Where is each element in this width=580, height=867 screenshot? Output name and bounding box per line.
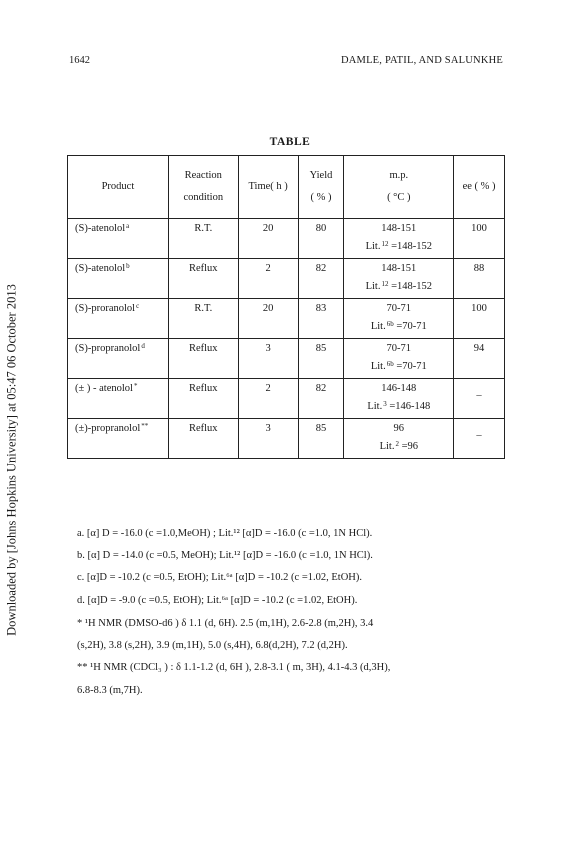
ee-cell: 88 bbox=[454, 259, 505, 299]
time-cell: 20 bbox=[238, 299, 298, 339]
yield-cell: 80 bbox=[298, 219, 344, 259]
table-row bbox=[68, 299, 505, 339]
condition-cell: R.T. bbox=[168, 299, 238, 339]
column-header: Yield ( % ) bbox=[298, 156, 344, 219]
product-cell: (S)-atenolol$^b$ bbox=[68, 259, 169, 299]
column-header: Product bbox=[68, 156, 169, 219]
yield-cell: 85 bbox=[298, 419, 344, 459]
yield-cell: 85 bbox=[298, 339, 344, 379]
time-cell: 3 bbox=[238, 339, 298, 379]
download-watermark bbox=[2, 240, 22, 680]
column-header: ee ( % ) bbox=[454, 156, 505, 219]
table-header-row bbox=[68, 156, 505, 219]
product-cell: (±)-propranolol** bbox=[68, 419, 169, 459]
ee-cell: – bbox=[454, 379, 505, 419]
mp-cell: 146-148 Lit.$^3$ =146-148 bbox=[344, 379, 454, 419]
footnote-line: ** ¹H NMR (CDCl₃ ) : δ 1.1-1.2 (d, 6H ), 2.8-3.1 ( m, 3H), 4.1-4.3 (d,3H), bbox=[77, 662, 391, 673]
column-header: Reaction condition bbox=[168, 156, 238, 219]
time-cell: 20 bbox=[238, 219, 298, 259]
ee-cell: – bbox=[454, 419, 505, 459]
ee-cell: 100 bbox=[454, 219, 505, 259]
footnote-line: b. [α] D = -14.0 (c =0.5, MeOH); Lit.¹² [α]D = -16.0 (c =1.0, 1N HCl). bbox=[77, 550, 373, 561]
table-row bbox=[68, 219, 505, 259]
download-watermark-text: Downloaded by [Johns Hopkins University] at 05:47 06 October 2013 bbox=[4, 284, 19, 636]
yield-cell: 82 bbox=[298, 259, 344, 299]
product-cell: (S)-propranolol$^d$ bbox=[68, 339, 169, 379]
ee-cell: 94 bbox=[454, 339, 505, 379]
ee-cell: 100 bbox=[454, 299, 505, 339]
product-cell: (S)-atenolol$^a$ bbox=[68, 219, 169, 259]
time-cell: 2 bbox=[238, 259, 298, 299]
condition-cell: Reflux bbox=[168, 339, 238, 379]
mp-cell: 148-151 Lit.$^{12}$ =148-152 bbox=[344, 259, 454, 299]
condition-cell: Reflux bbox=[168, 419, 238, 459]
table-row bbox=[68, 339, 505, 379]
condition-cell: Reflux bbox=[168, 379, 238, 419]
mp-cell: 96 Lit.$^2$ =96 bbox=[344, 419, 454, 459]
footnote-line: c. [α]D = -10.2 (c =0.5, EtOH); Lit.⁶ᵃ [α]D = -10.2 (c =1.02, EtOH). bbox=[77, 572, 362, 583]
footnote-line: * ¹H NMR (DMSO-d6 ) δ 1.1 (d, 6H). 2.5 (m,1H), 2.6-2.8 (m,2H), 3.4 bbox=[77, 618, 374, 629]
page-number: 1642 bbox=[69, 55, 90, 66]
condition-cell: Reflux bbox=[168, 259, 238, 299]
table-row bbox=[68, 379, 505, 419]
table-title: TABLE bbox=[269, 136, 311, 148]
footnote-line: 6.8-8.3 (m,7H). bbox=[77, 685, 143, 696]
column-header: m.p. ( °C ) bbox=[344, 156, 454, 219]
results-table bbox=[67, 155, 505, 459]
condition-cell: R.T. bbox=[168, 219, 238, 259]
column-header: Time( h ) bbox=[238, 156, 298, 219]
yield-cell: 83 bbox=[298, 299, 344, 339]
product-cell: (± ) - atenolol* bbox=[68, 379, 169, 419]
mp-cell: 70-71 Lit.$^{6b}$ =70-71 bbox=[344, 339, 454, 379]
mp-cell: 70-71 Lit.$^{6b}$ =70-71 bbox=[344, 299, 454, 339]
footnote-line: d. [α]D = -9.0 (c =0.5, EtOH); Lit.⁶ᵃ [α]D = -10.2 (c =1.02, EtOH). bbox=[77, 595, 358, 606]
table-row bbox=[68, 419, 505, 459]
time-cell: 3 bbox=[238, 419, 298, 459]
footnote-line: (s,2H), 3.8 (s,2H), 3.9 (m,1H), 5.0 (s,4H), 6.8(d,2H), 7.2 (d,2H). bbox=[77, 640, 348, 651]
yield-cell: 82 bbox=[298, 379, 344, 419]
running-head: DAMLE, PATIL, AND SALUNKHE bbox=[340, 55, 503, 66]
table-row bbox=[68, 259, 505, 299]
product-cell: (S)-proranolol$^c$ bbox=[68, 299, 169, 339]
footnote-line: a. [α] D = -16.0 (c =1.0,MeOH) ; Lit.¹² [α]D = -16.0 (c =1.0, 1N HCl). bbox=[77, 528, 373, 539]
mp-cell: 148-151 Lit.$^{12}$ =148-152 bbox=[344, 219, 454, 259]
time-cell: 2 bbox=[238, 379, 298, 419]
